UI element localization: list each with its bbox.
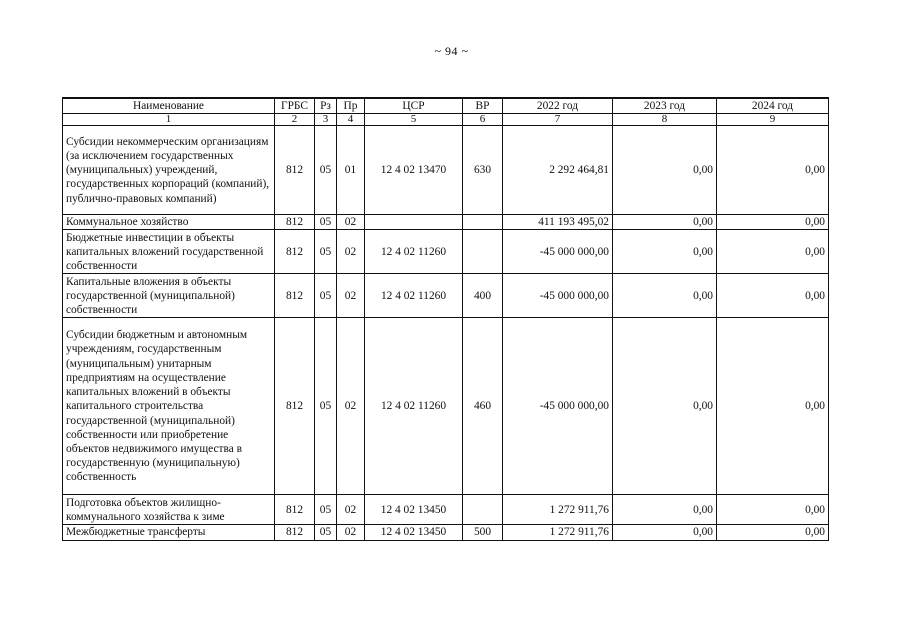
row-csr: 12 4 02 11260 [365,274,463,318]
row-grbs: 812 [275,126,315,215]
row-name: Капитальные вложения в объекты государственной (муниципальной) собственности [63,274,275,318]
row-pr: 02 [337,525,365,540]
row-grbs: 812 [275,495,315,525]
row-vr [463,495,503,525]
header-name: Наименование [63,98,275,114]
row-2022: 1 272 911,76 [503,525,613,540]
header-rz: Рз [315,98,337,114]
row-2023: 0,00 [613,318,717,495]
column-number: 1 [63,114,275,126]
row-pr: 02 [337,230,365,274]
row-vr: 400 [463,274,503,318]
row-name: Субсидии некоммерческим организациям (за исключением государственных (муниципальных) учреждений, государственных корпораций (компаний), публично-правовых компаний) [63,126,275,215]
row-csr: 12 4 02 11260 [365,230,463,274]
row-rz: 05 [315,495,337,525]
column-number: 5 [365,114,463,126]
row-name: Подготовка объектов жилищно-коммунального хозяйства к зиме [63,495,275,525]
header-2024: 2024 год [717,98,829,114]
column-number: 2 [275,114,315,126]
row-grbs: 812 [275,274,315,318]
row-name: Бюджетные инвестиции в объекты капитальных вложений государственной собственности [63,230,275,274]
row-pr: 02 [337,215,365,230]
row-2024: 0,00 [717,318,829,495]
row-2024: 0,00 [717,215,829,230]
row-rz: 05 [315,230,337,274]
table-row [63,126,829,215]
budget-table [62,97,829,541]
row-2023: 0,00 [613,126,717,215]
header-2022: 2022 год [503,98,613,114]
table-row [63,495,829,525]
row-2024: 0,00 [717,495,829,525]
column-number: 9 [717,114,829,126]
table-row [63,525,829,540]
row-2024: 0,00 [717,230,829,274]
row-2023: 0,00 [613,525,717,540]
row-pr: 02 [337,495,365,525]
header-csr: ЦСР [365,98,463,114]
row-rz: 05 [315,274,337,318]
row-2022: -45 000 000,00 [503,230,613,274]
row-rz: 05 [315,318,337,495]
row-vr [463,215,503,230]
row-pr: 02 [337,318,365,495]
column-number: 3 [315,114,337,126]
row-csr: 12 4 02 13450 [365,495,463,525]
header-pr: Пр [337,98,365,114]
row-rz: 05 [315,525,337,540]
table-row [63,318,829,495]
row-pr: 01 [337,126,365,215]
row-2024: 0,00 [717,126,829,215]
row-2022: -45 000 000,00 [503,318,613,495]
row-2023: 0,00 [613,274,717,318]
header-grbs: ГРБС [275,98,315,114]
row-name: Межбюджетные трансферты [63,525,275,540]
row-grbs: 812 [275,215,315,230]
row-2023: 0,00 [613,495,717,525]
header-vr: ВР [463,98,503,114]
row-2023: 0,00 [613,215,717,230]
column-number: 8 [613,114,717,126]
table-row [63,230,829,274]
row-2023: 0,00 [613,230,717,274]
row-rz: 05 [315,126,337,215]
row-vr: 460 [463,318,503,495]
row-name: Коммунальное хозяйство [63,215,275,230]
row-grbs: 812 [275,318,315,495]
row-2022: 2 292 464,81 [503,126,613,215]
header-row [63,98,829,114]
row-2022: -45 000 000,00 [503,274,613,318]
table-row [63,274,829,318]
column-number: 6 [463,114,503,126]
row-vr: 630 [463,126,503,215]
row-2024: 0,00 [717,525,829,540]
row-vr: 500 [463,525,503,540]
header-2023: 2023 год [613,98,717,114]
row-grbs: 812 [275,525,315,540]
table-row [63,215,829,230]
column-number-row [63,114,829,126]
column-number: 7 [503,114,613,126]
row-2024: 0,00 [717,274,829,318]
row-csr: 12 4 02 13470 [365,126,463,215]
row-csr [365,215,463,230]
column-number: 4 [337,114,365,126]
row-2022: 411 193 495,02 [503,215,613,230]
row-grbs: 812 [275,230,315,274]
row-name: Субсидии бюджетным и автономным учреждениям, государственным (муниципальным) унитарным предприятиям на осуществление капитальных вложений в объекты капитального строительства государственной (муниципальной) собственности или приобретение объектов недвижимого имущества в государственную (муниципальную) собственность [63,318,275,495]
row-2022: 1 272 911,76 [503,495,613,525]
row-vr [463,230,503,274]
page-number: ~ 94 ~ [434,44,469,58]
row-pr: 02 [337,274,365,318]
row-csr: 12 4 02 13450 [365,525,463,540]
row-rz: 05 [315,215,337,230]
row-csr: 12 4 02 11260 [365,318,463,495]
